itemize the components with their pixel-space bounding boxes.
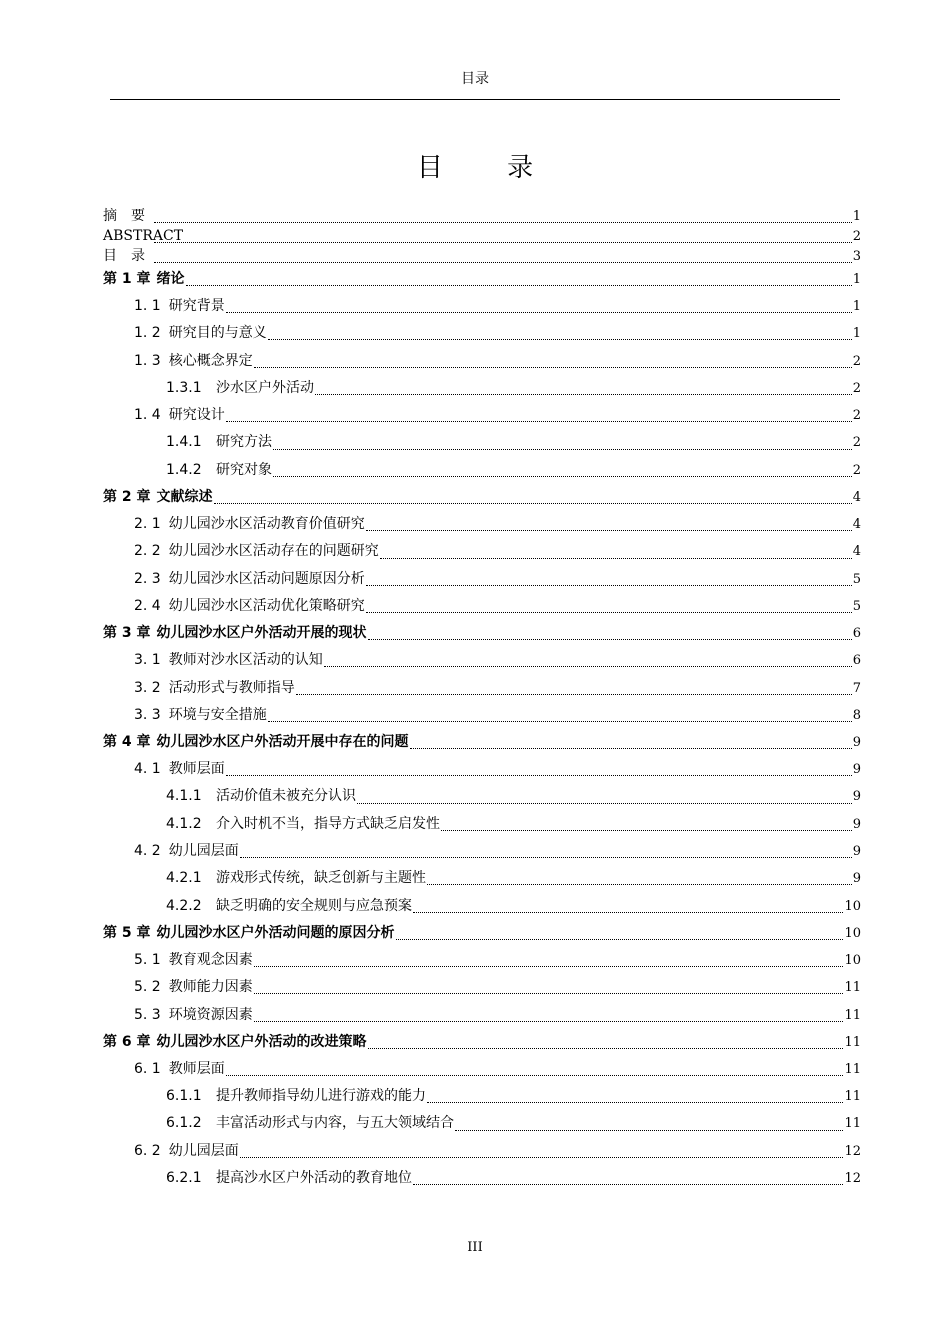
- toc-entry-title: 教师层面: [168, 761, 225, 778]
- toc-entry-page: 1: [852, 209, 861, 224]
- toc-entry-number: 3. 2: [134, 679, 161, 696]
- toc-dot-leader: [368, 1048, 844, 1049]
- toc-dot-leader: [186, 285, 852, 286]
- toc-entry-title: 教育观念因素: [168, 951, 253, 968]
- toc-entry-page: 9: [852, 844, 861, 860]
- toc-entry-page: 1: [852, 299, 861, 314]
- page-title: 目 录: [416, 153, 562, 183]
- toc-entry-number: 3. 3: [134, 706, 161, 723]
- toc-entry-number: 第 3 章: [103, 625, 151, 642]
- toc-entry-sec[interactable]: [103, 1056, 861, 1083]
- toc-dot-leader: [296, 694, 852, 695]
- toc-entry-title: 介入时机不当，指导方式缺乏启发性: [216, 815, 440, 832]
- toc-dot-leader: [226, 312, 852, 313]
- toc-entry-page: 1: [852, 326, 861, 342]
- toc-entry-front[interactable]: [103, 226, 861, 246]
- toc-dot-leader: [273, 449, 852, 450]
- toc-entry-page: 10: [844, 898, 861, 914]
- toc-entry-number: 1. 4: [134, 407, 161, 424]
- toc-entry-subsec[interactable]: [103, 865, 861, 892]
- toc-entry-title: 研究方法: [216, 434, 272, 451]
- toc-dot-leader: [441, 830, 852, 831]
- toc-entry-sec[interactable]: [103, 974, 861, 1001]
- toc-dot-leader: [396, 939, 844, 940]
- toc-dot-leader: [455, 1130, 843, 1131]
- toc-entry-number: 1.4.1: [166, 434, 202, 451]
- toc-entry-title: 研究对象: [216, 461, 272, 478]
- toc-entry-page: 9: [852, 871, 861, 887]
- toc-entry-title: 幼儿园沙水区活动教育价值研究: [168, 516, 365, 533]
- toc-entry-title: 环境与安全措施: [168, 706, 267, 723]
- toc-entry-front[interactable]: [103, 246, 861, 266]
- toc-entry-page: 11: [844, 1061, 861, 1077]
- toc-entry-page: 1: [852, 272, 861, 287]
- toc-dot-leader: [357, 803, 852, 804]
- toc-dot-leader: [315, 394, 852, 395]
- toc-entry-title: 游戏形式传统，缺乏创新与主题性: [216, 870, 426, 887]
- toc-entry-number: 6.1.2: [166, 1115, 202, 1132]
- toc-entry-page: 2: [852, 380, 861, 396]
- toc-entry-chapter[interactable]: [103, 620, 861, 647]
- toc-entry-number: 2. 1: [134, 516, 161, 533]
- toc-entry-number: 第 2 章: [103, 489, 151, 506]
- toc-entry-sec[interactable]: [103, 511, 861, 538]
- toc-entry-page: 2: [852, 435, 861, 451]
- toc-dot-leader: [427, 884, 852, 885]
- toc-entry-page: 4: [852, 517, 861, 533]
- toc-entry-subsec[interactable]: [103, 1110, 861, 1137]
- toc-entry-subsec[interactable]: [103, 375, 861, 402]
- toc-dot-leader: [427, 1102, 843, 1103]
- toc-entry-sec[interactable]: [103, 1138, 861, 1165]
- toc-dot-leader: [410, 748, 852, 749]
- toc-entry-title: 提升教师指导幼儿进行游戏的能力: [216, 1088, 426, 1105]
- toc-entry-number: 4. 2: [134, 843, 161, 860]
- toc-entry-title: 研究目的与意义: [168, 325, 267, 342]
- toc-entry-title: 教师能力因素: [168, 979, 253, 996]
- toc-entry-page: 9: [852, 789, 861, 805]
- toc-entry-page: 11: [844, 980, 861, 996]
- toc-entry-sec[interactable]: [103, 838, 861, 865]
- toc-dot-leader: [226, 775, 852, 776]
- toc-entry-number: 目 录: [103, 248, 145, 264]
- toc-entry-title: 幼儿园沙水区户外活动开展中存在的问题: [156, 734, 409, 751]
- toc-entry-page: 2: [852, 408, 861, 424]
- toc-entry-title: 活动形式与教师指导: [168, 679, 295, 696]
- toc-entry-number: 第 6 章: [103, 1033, 151, 1050]
- toc-entry-sec[interactable]: [103, 566, 861, 593]
- toc-entry-title: 幼儿园沙水区户外活动开展的现状: [156, 625, 367, 642]
- toc-entry-title: 教师层面: [168, 1060, 225, 1077]
- toc-entry-chapter[interactable]: [103, 729, 861, 756]
- toc-dot-leader: [254, 367, 852, 368]
- toc-dot-leader: [380, 558, 852, 559]
- toc-entry-number: 3. 1: [134, 652, 161, 669]
- toc-entry-title: 教师对沙水区活动的认知: [168, 652, 323, 669]
- toc-entry-page: 10: [844, 952, 861, 968]
- toc-entry-title: 沙水区户外活动: [216, 379, 314, 396]
- toc-entry-number: 1. 2: [134, 325, 161, 342]
- toc-entry-number: 2. 4: [134, 597, 161, 614]
- toc-entry-title: 环境资源因素: [168, 1006, 253, 1023]
- toc-entry-page: 11: [844, 1034, 861, 1050]
- toc-entry-number: 4.1.2: [166, 815, 202, 832]
- toc-entry-number: ABSTRACT: [103, 228, 184, 244]
- toc-entry-title: 幼儿园沙水区户外活动的改进策略: [156, 1033, 367, 1050]
- toc-entry-page: 4: [852, 490, 861, 506]
- toc-dot-leader: [240, 857, 852, 858]
- toc-entry-page: 8: [852, 707, 861, 723]
- toc-dot-leader: [366, 612, 852, 613]
- toc-entry-title: 绪论: [156, 271, 185, 287]
- toc-entry-sec[interactable]: [103, 293, 861, 320]
- toc-dot-leader: [324, 666, 852, 667]
- toc-entry-page: 5: [852, 571, 861, 587]
- toc-dot-leader: [413, 912, 843, 913]
- toc-entry-number: 6. 2: [134, 1142, 161, 1159]
- toc-entry-page: 3: [852, 249, 861, 264]
- toc-entry-title: 幼儿园沙水区活动优化策略研究: [168, 597, 365, 614]
- toc-entry-title: 核心概念界定: [168, 352, 253, 369]
- toc-dot-leader: [268, 721, 852, 722]
- toc-dot-leader: [154, 242, 852, 243]
- toc-entry-number: 6.2.1: [166, 1170, 202, 1187]
- toc-entry-sec[interactable]: [103, 402, 861, 429]
- toc-entry-title: 幼儿园层面: [168, 1142, 239, 1159]
- toc-entry-number: 4.1.1: [166, 788, 202, 805]
- toc-dot-leader: [254, 993, 844, 994]
- toc-entry-page: 2: [852, 353, 861, 369]
- toc-dot-leader: [154, 222, 852, 223]
- toc-dot-leader: [413, 1184, 843, 1185]
- toc-dot-leader: [154, 262, 852, 263]
- toc-dot-leader: [368, 639, 852, 640]
- toc-entry-chapter[interactable]: [103, 266, 861, 293]
- toc-dot-leader: [240, 1157, 844, 1158]
- toc-entry-title: 幼儿园层面: [168, 843, 239, 860]
- toc-entry-page: 11: [844, 1116, 861, 1132]
- toc-entry-sec[interactable]: [103, 675, 861, 702]
- toc-entry-number: 1. 3: [134, 352, 161, 369]
- toc-dot-leader: [254, 1021, 844, 1022]
- toc-dot-leader: [226, 421, 852, 422]
- toc-entry-page: 11: [844, 1089, 861, 1105]
- toc-entry-number: 第 1 章: [103, 271, 151, 287]
- toc-entry-sec[interactable]: [103, 647, 861, 674]
- toc-entry-chapter[interactable]: [103, 484, 861, 511]
- toc-entry-number: 1.4.2: [166, 461, 202, 478]
- toc-entry-title: 幼儿园沙水区活动问题原因分析: [168, 570, 365, 587]
- toc-entry-page: 9: [852, 762, 861, 778]
- toc-entry-sec[interactable]: [103, 348, 861, 375]
- toc-entry-chapter[interactable]: [103, 920, 861, 947]
- toc-entry-sec[interactable]: [103, 702, 861, 729]
- toc-entry-page: 2: [852, 229, 861, 244]
- toc-entry-sec[interactable]: [103, 320, 861, 347]
- toc-dot-leader: [214, 503, 852, 504]
- toc-entry-number: 第 4 章: [103, 734, 151, 751]
- running-header: 目录: [461, 71, 489, 87]
- toc-entry-sec[interactable]: [103, 947, 861, 974]
- toc-entry-subsec[interactable]: [103, 811, 861, 838]
- toc-entry-page: 9: [852, 735, 861, 751]
- toc-entry-title: 幼儿园沙水区活动存在的问题研究: [168, 543, 379, 560]
- toc-entry-number: 4.2.2: [166, 897, 202, 914]
- toc-entry-number: 5. 1: [134, 951, 161, 968]
- toc-entry-chapter[interactable]: [103, 1029, 861, 1056]
- toc-entry-subsec[interactable]: [103, 429, 861, 456]
- toc-entry-sec[interactable]: [103, 593, 861, 620]
- toc-entry-subsec[interactable]: [103, 1083, 861, 1110]
- toc-entry-page: 7: [852, 680, 861, 696]
- toc-entry-sec[interactable]: [103, 1002, 861, 1029]
- toc-entry-title: 研究设计: [168, 407, 225, 424]
- toc-entry-sec[interactable]: [103, 756, 861, 783]
- toc-entry-page: 12: [844, 1171, 861, 1187]
- toc-entry-number: 4.2.1: [166, 870, 202, 887]
- toc-entry-sec[interactable]: [103, 538, 861, 565]
- toc-entry-number: 第 5 章: [103, 924, 151, 941]
- toc-entry-number: 1.3.1: [166, 379, 202, 396]
- toc-entry-number: 6. 1: [134, 1060, 161, 1077]
- toc-entry-title: 丰富活动形式与内容，与五大领域结合: [216, 1115, 454, 1132]
- page-number: III: [467, 1240, 483, 1255]
- toc-dot-leader: [366, 530, 852, 531]
- toc-entry-title: 活动价值未被充分认识: [216, 788, 356, 805]
- toc-entry-number: 2. 3: [134, 570, 161, 587]
- toc-entry-number: 6.1.1: [166, 1088, 202, 1105]
- toc-entry-front[interactable]: [103, 206, 861, 226]
- toc-entry-page: 5: [852, 598, 861, 614]
- toc-entry-page: 6: [852, 626, 861, 642]
- toc-dot-leader: [254, 966, 844, 967]
- toc-entry-subsec[interactable]: [103, 893, 861, 920]
- toc-entry-subsec[interactable]: [103, 783, 861, 810]
- toc-entry-title: 文献综述: [156, 489, 213, 506]
- toc-entry-number: 摘 要: [103, 208, 145, 224]
- toc-entry-page: 12: [844, 1143, 861, 1159]
- toc-entry-number: 1. 1: [134, 298, 161, 314]
- toc-entry-page: 11: [844, 1007, 861, 1023]
- table-of-contents: [103, 206, 861, 1192]
- toc-dot-leader: [273, 476, 852, 477]
- toc-entry-subsec[interactable]: [103, 457, 861, 484]
- toc-entry-number: 2. 2: [134, 543, 161, 560]
- toc-entry-title: 提高沙水区户外活动的教育地位: [216, 1170, 412, 1187]
- toc-entry-number: 4. 1: [134, 761, 161, 778]
- toc-entry-page: 6: [852, 653, 861, 669]
- toc-entry-number: 5. 3: [134, 1006, 161, 1023]
- toc-entry-number: 5. 2: [134, 979, 161, 996]
- toc-dot-leader: [366, 585, 852, 586]
- toc-entry-title: 缺乏明确的安全规则与应急预案: [216, 897, 412, 914]
- toc-dot-leader: [226, 1075, 844, 1076]
- toc-entry-subsec[interactable]: [103, 1165, 861, 1192]
- toc-entry-title: 研究背景: [168, 298, 225, 314]
- header-divider: [110, 99, 840, 100]
- toc-entry-page: 9: [852, 816, 861, 832]
- toc-entry-page: 10: [844, 925, 861, 941]
- toc-entry-page: 4: [852, 544, 861, 560]
- toc-dot-leader: [268, 339, 852, 340]
- toc-entry-title: 幼儿园沙水区户外活动问题的原因分析: [156, 924, 395, 941]
- toc-entry-page: 2: [852, 462, 861, 478]
